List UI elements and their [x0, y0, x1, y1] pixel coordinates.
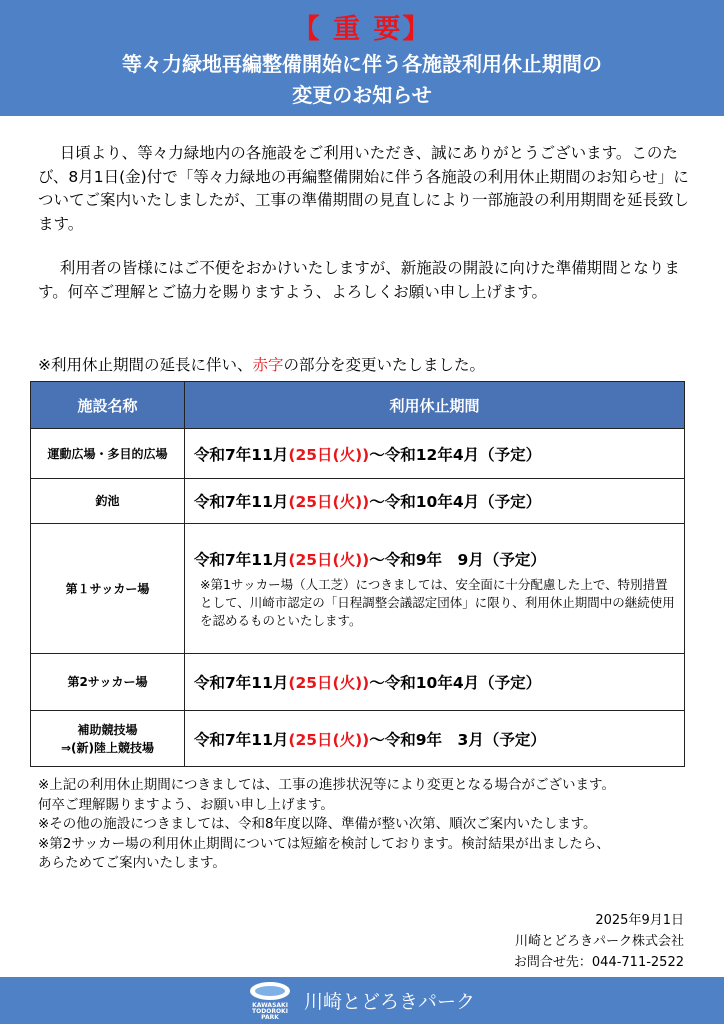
- facility-name: [31, 711, 185, 767]
- table-header-row: [31, 382, 685, 429]
- important-label: 【 重 要】: [292, 14, 432, 45]
- table-row: [31, 479, 685, 524]
- facility-name-line1: 釣池: [95, 494, 120, 508]
- change-notice: [38, 353, 698, 375]
- facility-name-line1: 第１サッカー場: [65, 581, 150, 596]
- closure-period-table: [30, 381, 685, 767]
- table-row: [31, 711, 685, 767]
- header-facility-name: 施設名称: [31, 382, 185, 429]
- park-logo: [248, 980, 292, 1021]
- closure-period: [185, 429, 685, 479]
- facility-name-line1: 第2サッカー場: [67, 675, 148, 689]
- footer-park-name: 川崎とどろきパーク: [304, 991, 476, 1013]
- svg-text:PARK: PARK: [261, 1014, 279, 1021]
- period-start: 令和7年11月: [194, 730, 289, 749]
- period-changed-date: (25日(火)): [288, 730, 370, 749]
- facility-name-line2: ⇒(新)陸上競技場: [60, 740, 155, 755]
- period-start: 令和7年11月: [194, 493, 289, 511]
- period-end: ～令和9年 3月（予定）: [369, 730, 546, 749]
- page-title-line1: 等々力緑地再編整備開始に伴う各施設利用休止期間の: [122, 52, 602, 76]
- footnotes: [38, 776, 708, 874]
- notice-before: ※利用休止期間の延長に伴い、: [38, 356, 253, 374]
- period-start: 令和7年11月: [194, 674, 289, 692]
- period-changed-date: (25日(火)): [288, 674, 370, 692]
- company-name: 川崎とどろきパーク株式会社: [514, 934, 684, 949]
- closure-period: [185, 479, 685, 524]
- period-changed-date: (25日(火)): [288, 445, 370, 464]
- closure-period: [185, 654, 685, 711]
- footnote-line: ※上記の利用休止期間につきましては、工事の進捗状況等により変更となる場合がございます。: [38, 777, 615, 793]
- header-banner: [0, 0, 724, 116]
- svg-text:KAWASAKI: KAWASAKI: [252, 1002, 288, 1009]
- svg-text:TODOROKI: TODOROKI: [252, 1008, 288, 1015]
- issuer-block: [514, 910, 684, 973]
- facility-name: [31, 524, 185, 654]
- special-measure-note: ※第1サッカー場（人工芝）につきましては、安全面に十分配慮した上で、特別措置として、川崎市認定の「日程調整会議認定団体」に限り、利用休止期間中の継続使用を認めるものといたします。: [200, 576, 675, 628]
- facility-name-line1: 補助競技場: [77, 722, 138, 737]
- period-end: ～令和12年4月（予定）: [369, 445, 542, 464]
- period-start: 令和7年11月: [194, 550, 289, 569]
- closure-period: [185, 711, 685, 767]
- footnote-line: あらためてご案内いたします。: [38, 855, 226, 871]
- table-row: [31, 524, 685, 654]
- notice-highlight: 赤字: [252, 356, 284, 374]
- closure-period: [185, 524, 685, 654]
- page-title-line2: 変更のお知らせ: [292, 83, 432, 107]
- intro-paragraph-2: 利用者の皆様にはご不便をおかけいたしますが、新施設の開設に向けた準備期間となります。何卒ご理解とご協力を賜りますよう、よろしくお願い申し上げます。: [38, 259, 680, 301]
- table-row: [31, 429, 685, 479]
- period-end: ～令和9年 9月（予定）: [369, 550, 546, 569]
- footnote-line: 何卒ご理解賜りますよう、お願い申し上げます。: [38, 796, 334, 813]
- period-changed-date: (25日(火)): [288, 493, 370, 511]
- period-end: ～令和10年4月（予定）: [369, 493, 542, 511]
- footer-bar: [0, 977, 724, 1024]
- period-end: ～令和10年4月（予定）: [369, 674, 542, 692]
- period-start: 令和7年11月: [194, 445, 289, 464]
- footnote-line: ※第2サッカー場の利用休止期間については短縮を検討しております。検討結果が出ましたら、: [38, 835, 610, 852]
- notice-after: の部分を変更いたしました。: [283, 356, 486, 374]
- footnote-line: ※その他の施設につきましては、令和8年度以降、準備が整い次第、順次ご案内いたします。: [38, 816, 597, 832]
- contact-phone: お問合せ先：044-711-2522: [513, 955, 684, 970]
- table-row: [31, 654, 685, 711]
- header-closure-period: 利用休止期間: [185, 382, 685, 429]
- facility-name: [31, 479, 185, 524]
- issue-date: 2025年9月1日: [595, 913, 684, 928]
- intro-paragraph-1: 日頃より、等々力緑地内の各施設をご利用いただき、誠にありがとうございます。このたび、8月1日(金)付で「等々力緑地の再編整備開始に伴う各施設の利用休止期間のお知らせ」についてご案内いたしましたが、工事の準備期間の見直しにより一部施設の利用期間を延長致します。: [38, 144, 690, 233]
- facility-name-line1: 運動広場・多目的広場: [47, 446, 168, 461]
- facility-name: [31, 429, 185, 479]
- facility-name: [31, 654, 185, 711]
- period-changed-date: (25日(火)): [288, 550, 370, 569]
